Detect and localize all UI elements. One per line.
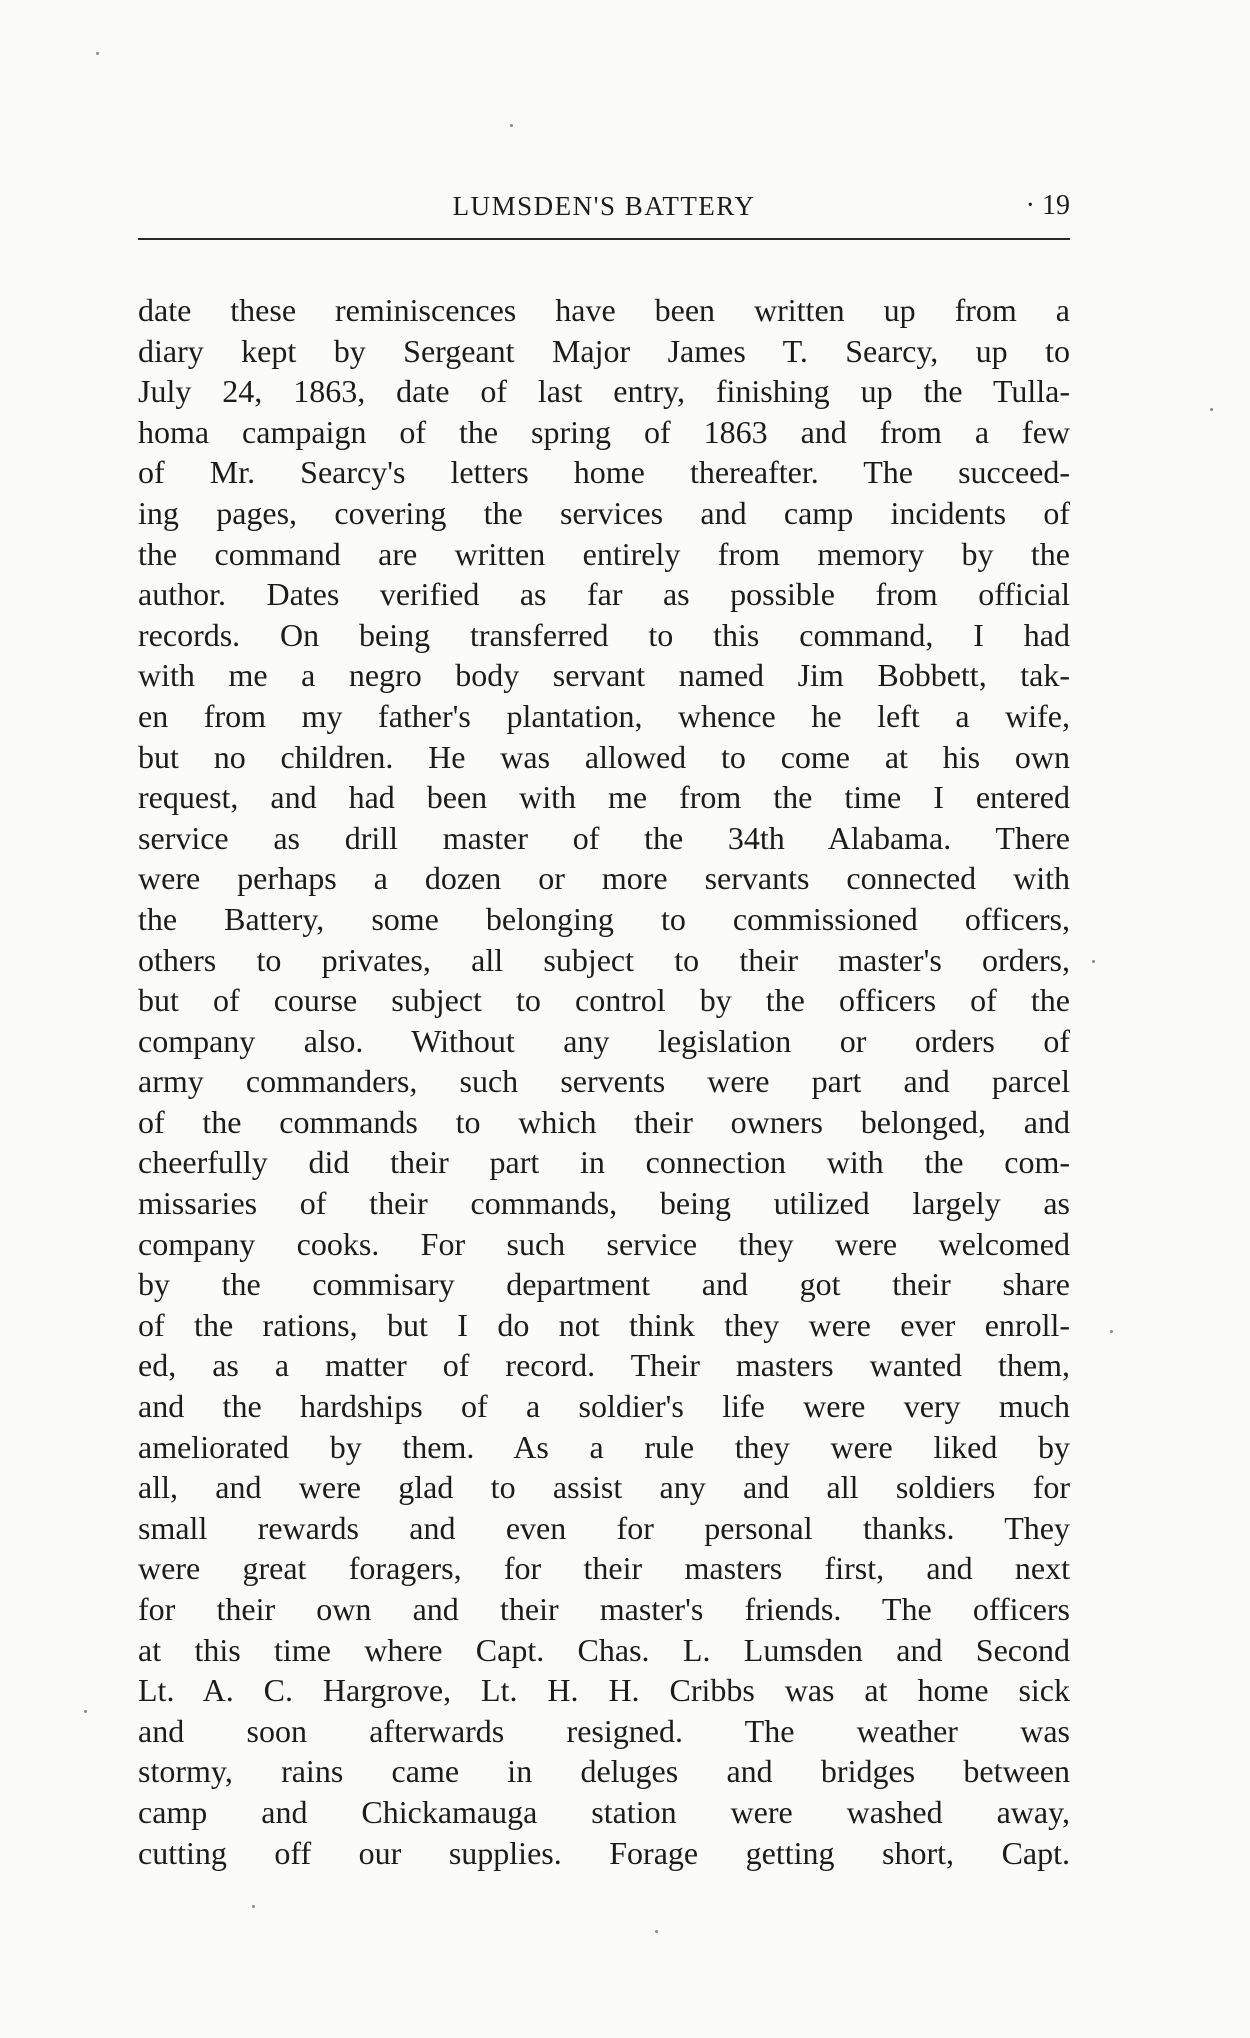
text-line: records. On being transferred to this command, I had [138,616,1070,653]
text-line: were perhaps a dozen or more servants connected with [138,860,1070,897]
paper-speck [1110,1330,1113,1333]
text-line: diary kept by Sergeant Major James T. Searcy, up to [138,332,1070,369]
paper-speck [84,1710,87,1713]
paper-speck [1092,960,1095,963]
text-line: cutting off our supplies. Forage getting short, Capt. [138,1834,1070,1871]
text-line: but no children. He was allowed to come at his own [138,738,1070,775]
text-line: army commanders, such servents were part and parcel [138,1063,1070,1100]
text-line: and soon afterwards resigned. The weather was [138,1712,1070,1749]
paper-speck [96,52,99,55]
text-line: company also. Without any legislation or orders of [138,1022,1070,1059]
text-line: ameliorated by them. As a rule they were liked by [138,1428,1070,1465]
text-line: of Mr. Searcy's letters home thereafter. The succeed- [138,454,1070,491]
text-line: July 24, 1863, date of last entry, finishing up the Tulla- [138,373,1070,410]
text-line: at this time where Capt. Chas. L. Lumsden and Second [138,1631,1070,1668]
text-line: ed, as a matter of record. Their masters wanted them, [138,1347,1070,1384]
text-line: camp and Chickamauga station were washed away, [138,1793,1070,1830]
text-line: were great foragers, for their masters first, and next [138,1550,1070,1587]
text-line: en from my father's plantation, whence he left a wife, [138,697,1070,734]
text-line: the command are written entirely from memory by the [138,535,1070,572]
text-line: date these reminiscences have been written up from a [138,292,1070,328]
text-line: by the commisary department and got their share [138,1266,1070,1303]
text-line: of the rations, but I do not think they were ever enroll- [138,1306,1070,1343]
paper-speck [655,1930,658,1933]
text-line: the Battery, some belonging to commissioned officers, [138,900,1070,937]
text-line: with me a negro body servant named Jim Bobbett, tak- [138,657,1070,694]
text-line: others to privates, all subject to their master's orders, [138,941,1070,978]
text-line: but of course subject to control by the officers of the [138,982,1070,1019]
page-number: · 19 [1025,190,1070,221]
body-text [138,290,1070,1873]
text-line: request, and had been with me from the time I entered [138,779,1070,816]
paper-speck [1210,408,1213,411]
text-line: stormy, rains came in deluges and bridges between [138,1753,1070,1790]
text-line: for their own and their master's friends. The officers [138,1591,1070,1627]
text-line: and the hardships of a soldier's life were very much [138,1388,1070,1425]
text-line: service as drill master of the 34th Alabama. There [138,819,1070,856]
paper-speck [252,1905,255,1908]
header-rule [138,238,1070,240]
text-line: small rewards and even for personal thanks. They [138,1509,1070,1546]
text-line: company cooks. For such service they were welcomed [138,1225,1070,1262]
text-line: of the commands to which their owners belonged, and [138,1103,1070,1140]
running-head [138,186,1070,234]
text-line: homa campaign of the spring of 1863 and from a few [138,413,1070,450]
text-line: author. Dates verified as far as possible from official [138,576,1070,613]
running-title: LUMSDEN'S BATTERY [452,191,756,221]
text-line: Lt. A. C. Hargrove, Lt. H. H. Cribbs was at home sick [138,1672,1070,1709]
text-line: all, and were glad to assist any and all soldiers for [138,1469,1070,1506]
text-line: cheerfully did their part in connection with the com- [138,1144,1070,1181]
text-line: missaries of their commands, being utilized largely as [138,1185,1070,1222]
paper-speck [510,124,513,127]
text-line: ing pages, covering the services and camp incidents of [138,494,1070,531]
